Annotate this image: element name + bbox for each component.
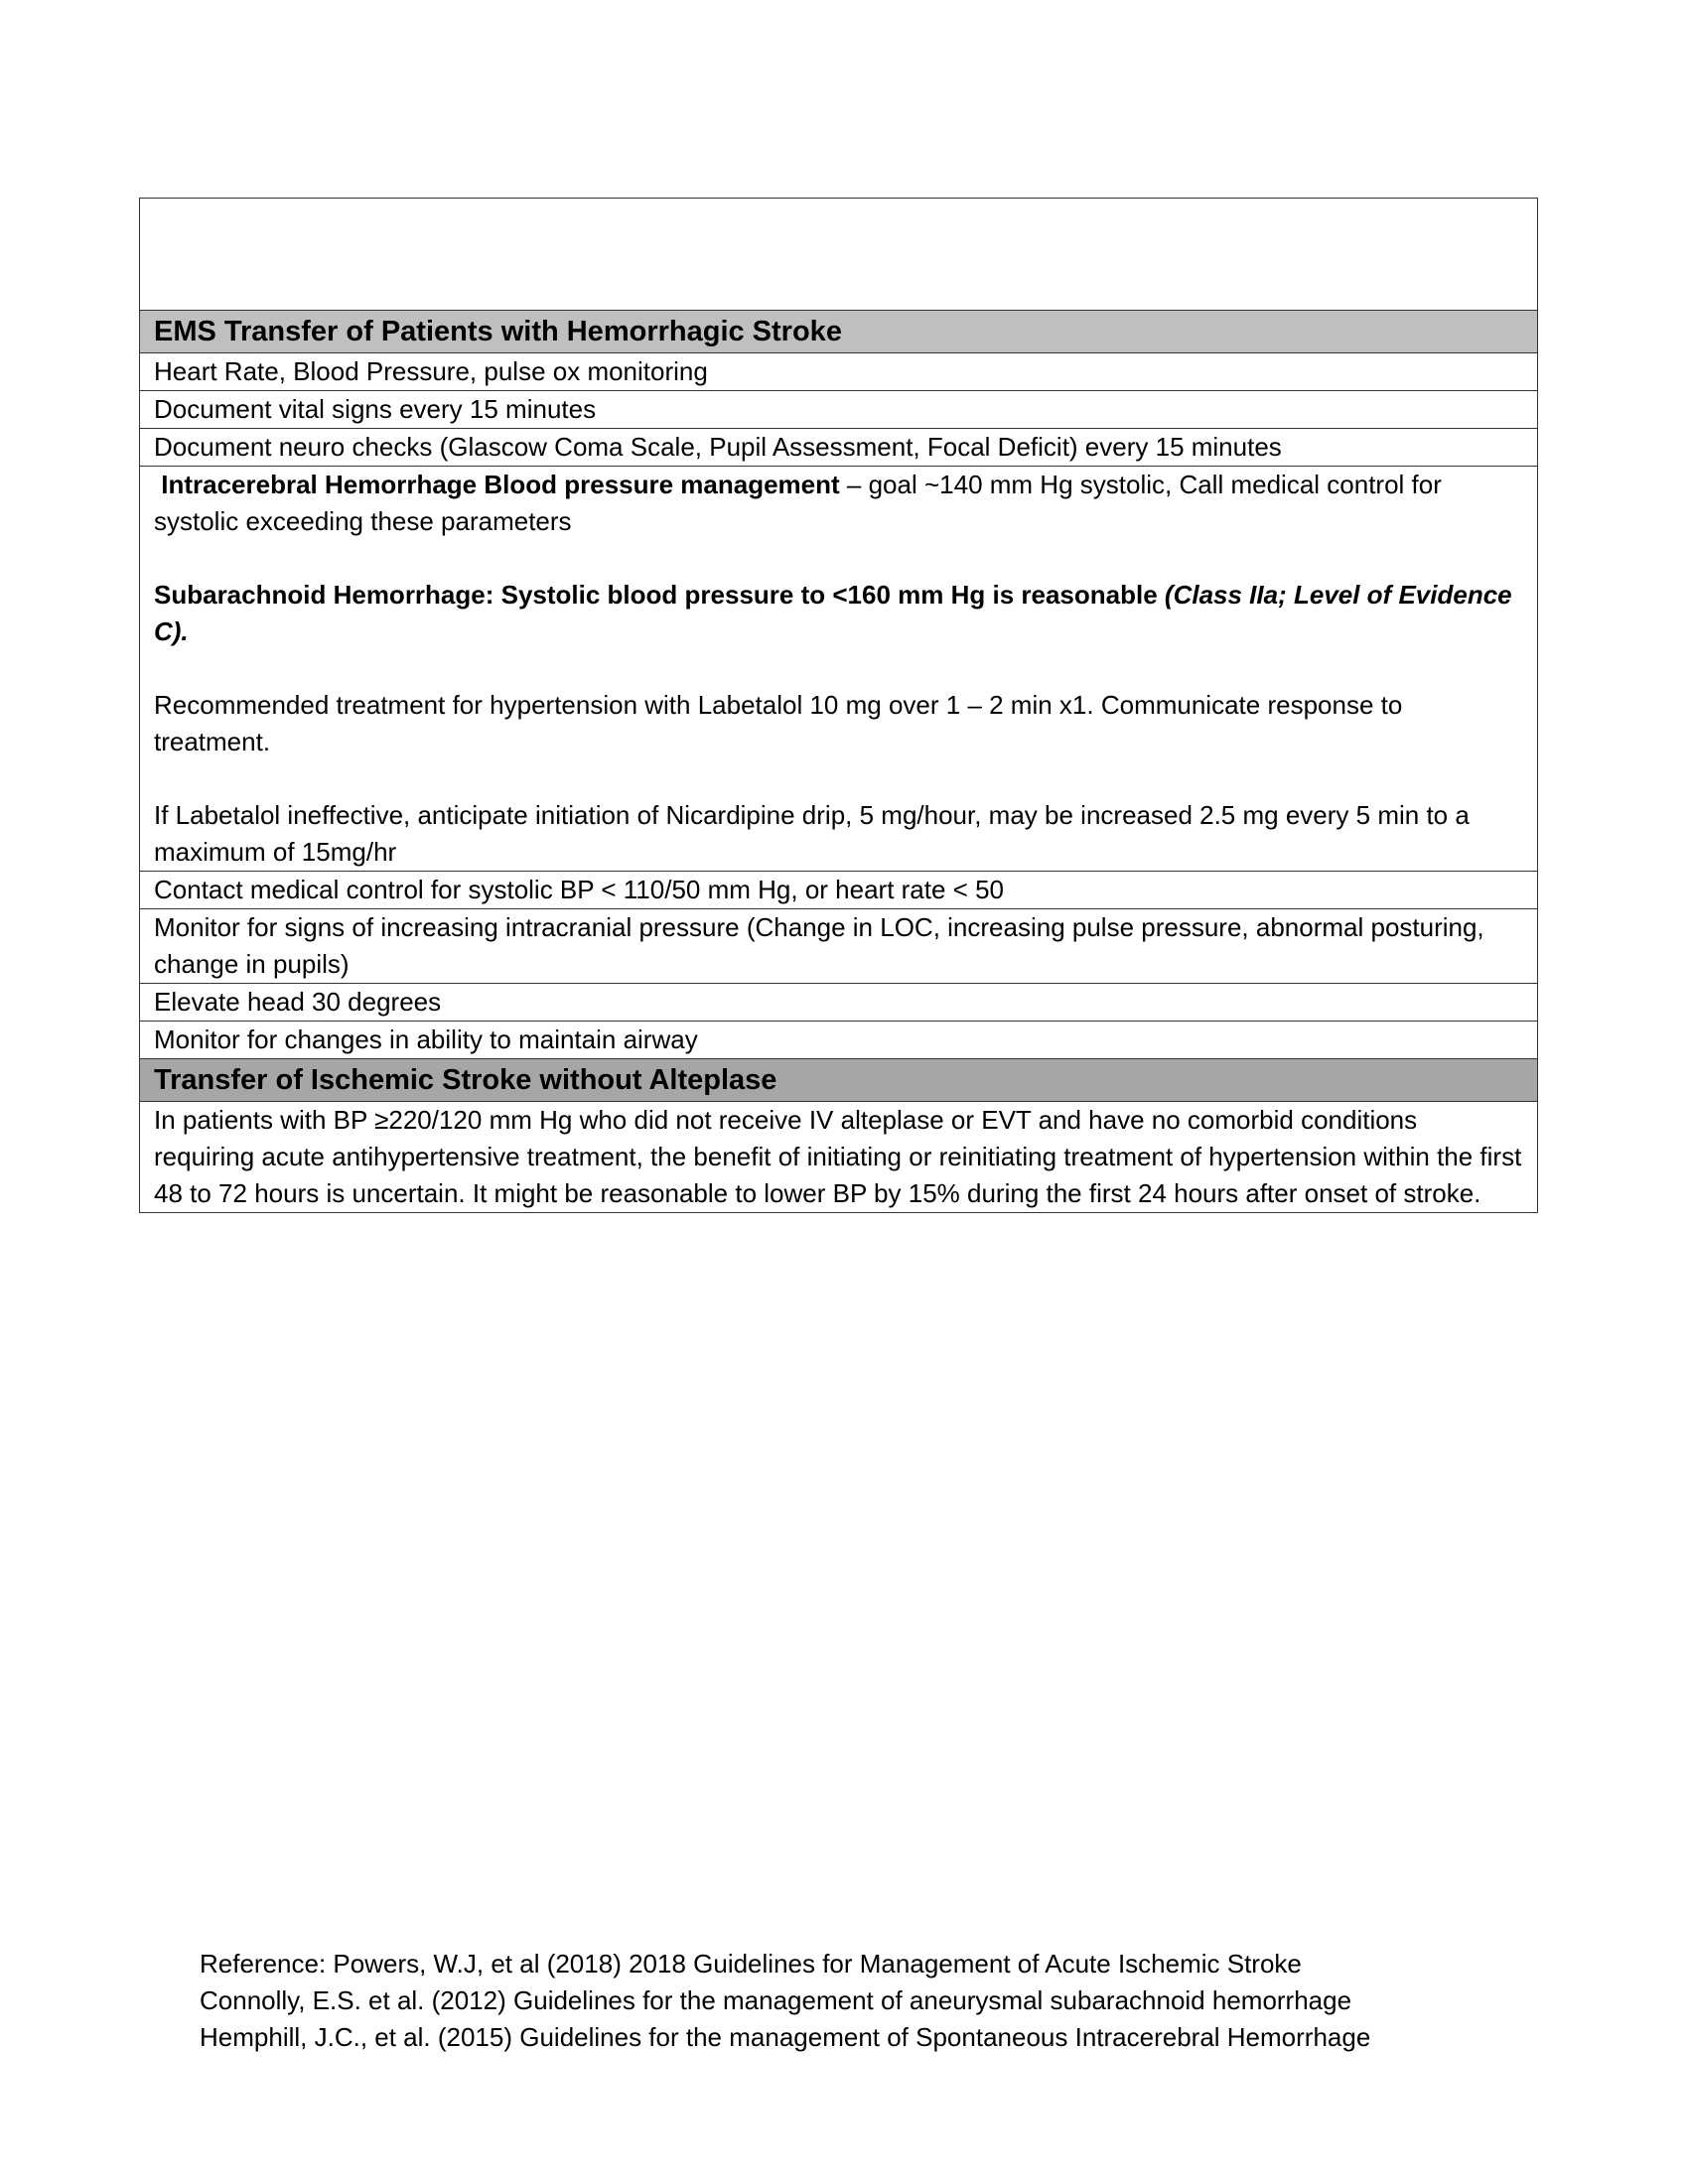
ischemic-body: In patients with BP ≥220/120 mm Hg who did not receive IV alteplase or EVT and have no comorbid conditions requiring acute antihypertensive treatment, the benefit of initiating or reinitiating treatment of hypertension within the first 48 to 72 hours is uncertain. It might be reasonable to lower BP by 15% during the first 24 hours after onset of stroke.	[140, 1102, 1538, 1213]
ischemic-body-row	[140, 1102, 1538, 1213]
table-row	[140, 984, 1538, 1022]
bp-management-row	[140, 467, 1538, 872]
table-row	[140, 429, 1538, 467]
ich-paragraph	[154, 467, 1523, 540]
sah-paragraph	[154, 577, 1523, 650]
reference-line: Connolly, E.S. et al. (2012) Guidelines for the management of aneurysmal subarachnoid hemorrhage	[200, 1985, 1352, 2015]
airway-item: Monitor for changes in ability to maintain airway	[140, 1022, 1538, 1059]
table-row	[140, 391, 1538, 429]
elevate-head-item: Elevate head 30 degrees	[140, 984, 1538, 1022]
blank-top-row	[140, 199, 1538, 311]
table-row	[140, 872, 1538, 909]
monitoring-item: Heart Rate, Blood Pressure, pulse ox monitoring	[140, 353, 1538, 391]
vital-signs-item: Document vital signs every 15 minutes	[140, 391, 1538, 429]
bp-management-cell	[140, 467, 1538, 872]
ischemic-header-row	[140, 1059, 1538, 1102]
labetalol-paragraph: Recommended treatment for hypertension with Labetalol 10 mg over 1 – 2 min x1. Communicate response to treatment.	[154, 690, 1403, 756]
sah-label: Subarachnoid Hemorrhage: Systolic blood pressure to <160 mm Hg is reasonable	[154, 580, 1158, 610]
protocol-table	[139, 198, 1538, 1213]
table-row	[140, 1022, 1538, 1059]
neuro-checks-item: Document neuro checks (Glascow Coma Scale, Pupil Assessment, Focal Deficit) every 15 minutes	[140, 429, 1538, 467]
nicardipine-paragraph: If Labetalol ineffective, anticipate initiation of Nicardipine drip, 5 mg/hour, may be increased 2.5 mg every 5 min to a maximum of 15mg/hr	[154, 800, 1470, 867]
table-row	[140, 353, 1538, 391]
ischemic-header: Transfer of Ischemic Stroke without Alteplase	[140, 1059, 1538, 1102]
ich-label: Intracerebral Hemorrhage Blood pressure management	[161, 470, 840, 499]
icp-monitor-item: Monitor for signs of increasing intracranial pressure (Change in LOC, increasing pulse pressure, abnormal posturing, change in pupils)	[140, 909, 1538, 984]
sah-evidence: (Class IIa; Level of Evidence C).	[154, 580, 1512, 646]
table-row	[140, 909, 1538, 984]
references	[200, 1946, 1590, 2056]
blank-cell	[140, 199, 1538, 311]
hemorrhagic-header: EMS Transfer of Patients with Hemorrhagic Stroke	[140, 311, 1538, 353]
medical-control-item: Contact medical control for systolic BP < 110/50 mm Hg, or heart rate < 50	[140, 872, 1538, 909]
reference-line: Reference: Powers, W.J, et al (2018) 2018 Guidelines for Management of Acute Ischemic Stroke	[200, 1949, 1302, 1979]
reference-line: Hemphill, J.C., et al. (2015) Guidelines for the management of Spontaneous Intracerebral Hemorrhage	[200, 2022, 1371, 2052]
hemorrhagic-header-row	[140, 311, 1538, 353]
ich-text: – goal ~140 mm Hg systolic, Call medical control for systolic exceeding these parameters	[154, 470, 1442, 536]
